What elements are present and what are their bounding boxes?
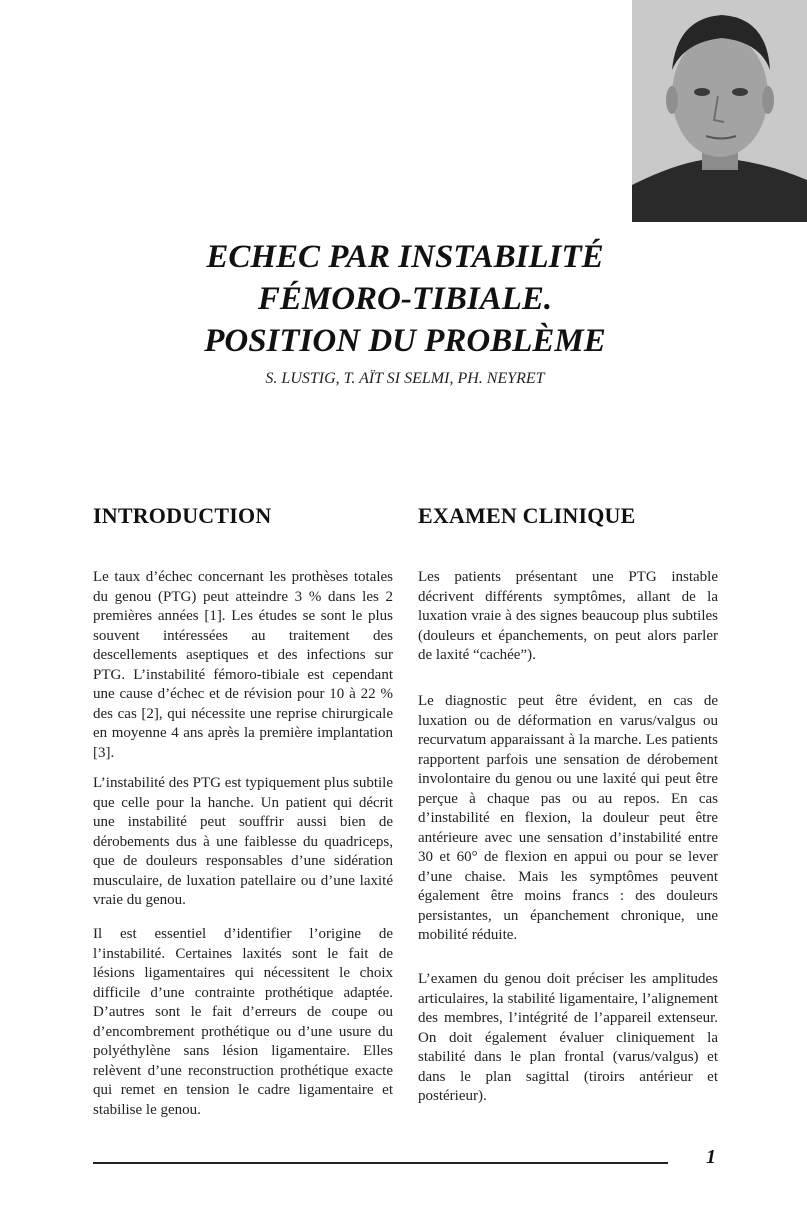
intro-paragraph-2: L’instabilité des PTG est typiquement plus subtile que celle pour la hanche. Un patient qui décrit une instabilité peut souffrir aussi bien de dérobements dus à une faiblesse du quadriceps, que de douleurs responsables d’une sidération musculaire, de luxation patellaire ou d’une laxité vraie du genou. bbox=[93, 775, 393, 908]
section-heading-introduction: INTRODUCTION bbox=[93, 503, 272, 528]
footer-rule bbox=[93, 1162, 668, 1164]
intro-paragraph-1: Le taux d’échec concernant les prothèses totales du genou (PTG) peut atteindre 3 % dans les 2 premières années [1]. Les études se sont le plus souvent intéressées au traitement des descellements aseptiques et des infections sur PTG. L’instabilité fémoro-tibiale est cependant une cause d’échec et de révision pour 10 à 22 % des cas [2], qui nécessite une reprise chirurgicale en moyenne 4 ans après la première implantation [3]. bbox=[93, 569, 393, 761]
exam-paragraph-2: Le diagnostic peut être évident, en cas de luxation ou de déformation en varus/valgus ou recurvatum apparaissant à la marche. Les patients rapportent parfois une sensation de dérobement involontaire du genou ou une laxité qui peut être perçue à chaque pas ou au repos. En cas d’instabilité en flexion, la douleur peut être antérieure avec une sensation d’instabilité entre 30 et 60° de flexion en appui ou pour se lever d’une chaise. Mais les symptômes peuvent également être moins francs : des douleurs persistantes, un épanchement chronique, une mobilité réduite. bbox=[418, 693, 718, 943]
section-heading-examen-clinique: EXAMEN CLINIQUE bbox=[418, 503, 636, 528]
author-photo bbox=[632, 0, 807, 222]
title-line-2: FÉMORO-TIBIALE. bbox=[257, 281, 553, 317]
title-line-1: ECHEC PAR INSTABILITÉ bbox=[206, 239, 604, 275]
intro-paragraph-3: Il est essentiel d’identifier l’origine de l’instabilité. Certaines laxités sont le fait de lésions ligamentaires qui nécessitent le choix difficile d’une contrainte prothétique adaptée. D’autres sont le fait d’erreurs de coupe ou d’encombrement prothétique ou d’une usure du polyéthylène sans lésion ligamentaire. Elles relèvent d’une reconstruction prothétique exacte qui remet en tension le cadre ligamentaire et stabilise le genou. bbox=[93, 926, 393, 1118]
page-number: 1 bbox=[706, 1146, 716, 1168]
title-line-3: POSITION DU PROBLÈME bbox=[204, 323, 606, 359]
article-title bbox=[150, 236, 660, 362]
exam-paragraph-3: L’examen du genou doit préciser les amplitudes articulaires, la stabilité ligamentaire, l’alignement des membres, l’intégrité de l’appareil extenseur. On doit également évaluer cliniquement la stabilité dans le plan frontal (varus/valgus) et dans le plan sagittal (tiroirs antérieur et postérieur). bbox=[418, 971, 718, 1104]
exam-paragraph-1: Les patients présentant une PTG instable décrivent différents symptômes, allant de la luxation vraie à des signes beaucoup plus subtiles (douleurs et épanchements, on peut alors parler de laxité “cachée”). bbox=[418, 569, 718, 663]
article-authors: S. LUSTIG, T. AÏT SI SELMI, PH. NEYRET bbox=[265, 370, 545, 387]
